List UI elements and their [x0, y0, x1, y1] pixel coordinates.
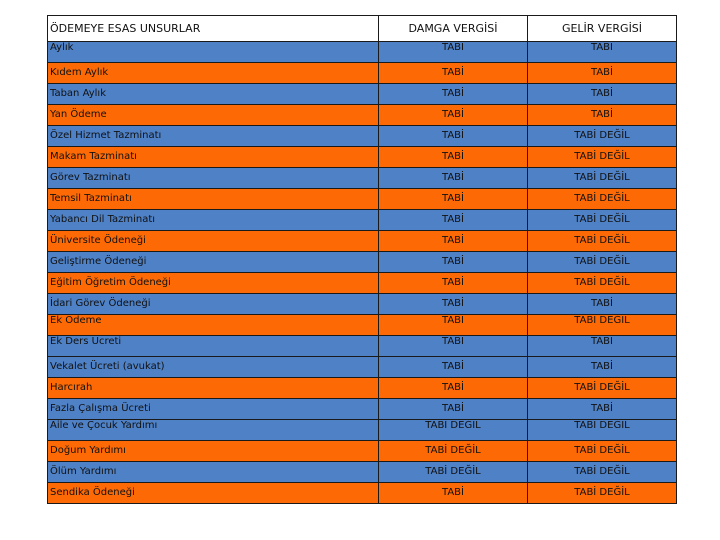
table-row: [48, 84, 677, 105]
table-row: [48, 315, 677, 336]
table-row: [48, 126, 677, 147]
row-income-tax: TABİ: [528, 63, 677, 84]
row-stamp-tax: TABİ DEĞİL: [379, 441, 528, 462]
row-name: Doğum Yardımı: [48, 441, 379, 462]
row-income-tax: TABİ DEĞİL: [528, 210, 677, 231]
table-row: [48, 147, 677, 168]
row-name: Kıdem Aylık: [48, 63, 379, 84]
table-row: [48, 273, 677, 294]
row-name: Aile ve Çocuk Yardımı: [48, 420, 379, 441]
table-row: [48, 252, 677, 273]
row-income-tax: TABİ: [528, 357, 677, 378]
row-name: Taban Aylık: [48, 84, 379, 105]
table-row: [48, 63, 677, 84]
row-income-tax: TABİ: [528, 399, 677, 420]
row-stamp-tax: TABİ: [379, 273, 528, 294]
header-income-tax: GELİR VERGİSİ: [528, 16, 677, 42]
row-income-tax: TABİ DEĞİL: [528, 147, 677, 168]
row-income-tax: TABİ: [528, 294, 677, 315]
row-name: Ek Ödeme: [48, 315, 379, 336]
row-income-tax: TABİ: [528, 42, 677, 63]
row-stamp-tax: TABİ: [379, 336, 528, 357]
row-income-tax: TABİ DEĞİL: [528, 189, 677, 210]
row-income-tax: TABİ DEĞİL: [528, 462, 677, 483]
header-row: [48, 16, 677, 42]
row-stamp-tax: TABİ: [379, 189, 528, 210]
row-income-tax: TABİ DEĞİL: [528, 168, 677, 189]
row-income-tax: TABİ DEĞİL: [528, 420, 677, 441]
row-name: Harcırah: [48, 378, 379, 399]
table-row: [48, 294, 677, 315]
row-stamp-tax: TABİ DEĞİL: [379, 420, 528, 441]
row-stamp-tax: TABİ: [379, 105, 528, 126]
row-income-tax: TABİ DEĞİL: [528, 315, 677, 336]
row-income-tax: TABİ DEĞİL: [528, 273, 677, 294]
tax-status-table: [47, 15, 677, 504]
row-name: Üniversite Ödeneği: [48, 231, 379, 252]
row-stamp-tax: TABİ: [379, 84, 528, 105]
row-name: Geliştirme Ödeneği: [48, 252, 379, 273]
row-name: Temsil Tazminatı: [48, 189, 379, 210]
row-stamp-tax: TABİ: [379, 294, 528, 315]
row-stamp-tax: TABİ: [379, 252, 528, 273]
header-payment-items: ÖDEMEYE ESAS UNSURLAR: [48, 16, 379, 42]
table-row: [48, 420, 677, 441]
header-stamp-tax: DAMGA VERGİSİ: [379, 16, 528, 42]
table-row: [48, 105, 677, 126]
row-stamp-tax: TABİ: [379, 210, 528, 231]
row-name: Özel Hizmet Tazminatı: [48, 126, 379, 147]
row-name: Fazla Çalışma Ücreti: [48, 399, 379, 420]
table-row: [48, 483, 677, 504]
row-stamp-tax: TABİ: [379, 42, 528, 63]
row-name: Eğitim Öğretim Ödeneği: [48, 273, 379, 294]
row-income-tax: TABİ DEĞİL: [528, 441, 677, 462]
table-row: [48, 378, 677, 399]
table-row: [48, 441, 677, 462]
table-row: [48, 42, 677, 63]
row-stamp-tax: TABİ: [379, 357, 528, 378]
row-name: Sendika Ödeneği: [48, 483, 379, 504]
row-stamp-tax: TABİ: [379, 399, 528, 420]
row-stamp-tax: TABİ: [379, 126, 528, 147]
row-stamp-tax: TABİ: [379, 483, 528, 504]
row-name: Ölüm Yardımı: [48, 462, 379, 483]
row-income-tax: TABİ DEĞİL: [528, 483, 677, 504]
row-income-tax: TABİ: [528, 336, 677, 357]
row-income-tax: TABİ DEĞİL: [528, 378, 677, 399]
row-stamp-tax: TABİ DEĞİL: [379, 462, 528, 483]
row-name: İdari Görev Ödeneği: [48, 294, 379, 315]
table-row: [48, 336, 677, 357]
table-row: [48, 231, 677, 252]
row-stamp-tax: TABİ: [379, 231, 528, 252]
row-income-tax: TABİ DEĞİL: [528, 231, 677, 252]
row-stamp-tax: TABİ: [379, 378, 528, 399]
table-row: [48, 168, 677, 189]
row-name: Yabancı Dil Tazminatı: [48, 210, 379, 231]
row-name: Makam Tazminatı: [48, 147, 379, 168]
row-name: Vekalet Ücreti (avukat): [48, 357, 379, 378]
table-row: [48, 357, 677, 378]
row-income-tax: TABİ DEĞİL: [528, 126, 677, 147]
row-stamp-tax: TABİ: [379, 315, 528, 336]
table-row: [48, 210, 677, 231]
row-name: Görev Tazminatı: [48, 168, 379, 189]
row-stamp-tax: TABİ: [379, 168, 528, 189]
row-stamp-tax: TABİ: [379, 147, 528, 168]
table-row: [48, 399, 677, 420]
row-name: Aylık: [48, 42, 379, 63]
row-name: Ek Ders Ücreti: [48, 336, 379, 357]
row-income-tax: TABİ: [528, 84, 677, 105]
row-name: Yan Ödeme: [48, 105, 379, 126]
table-row: [48, 462, 677, 483]
row-stamp-tax: TABİ: [379, 63, 528, 84]
table-row: [48, 189, 677, 210]
row-income-tax: TABİ DEĞİL: [528, 252, 677, 273]
row-income-tax: TABİ: [528, 105, 677, 126]
